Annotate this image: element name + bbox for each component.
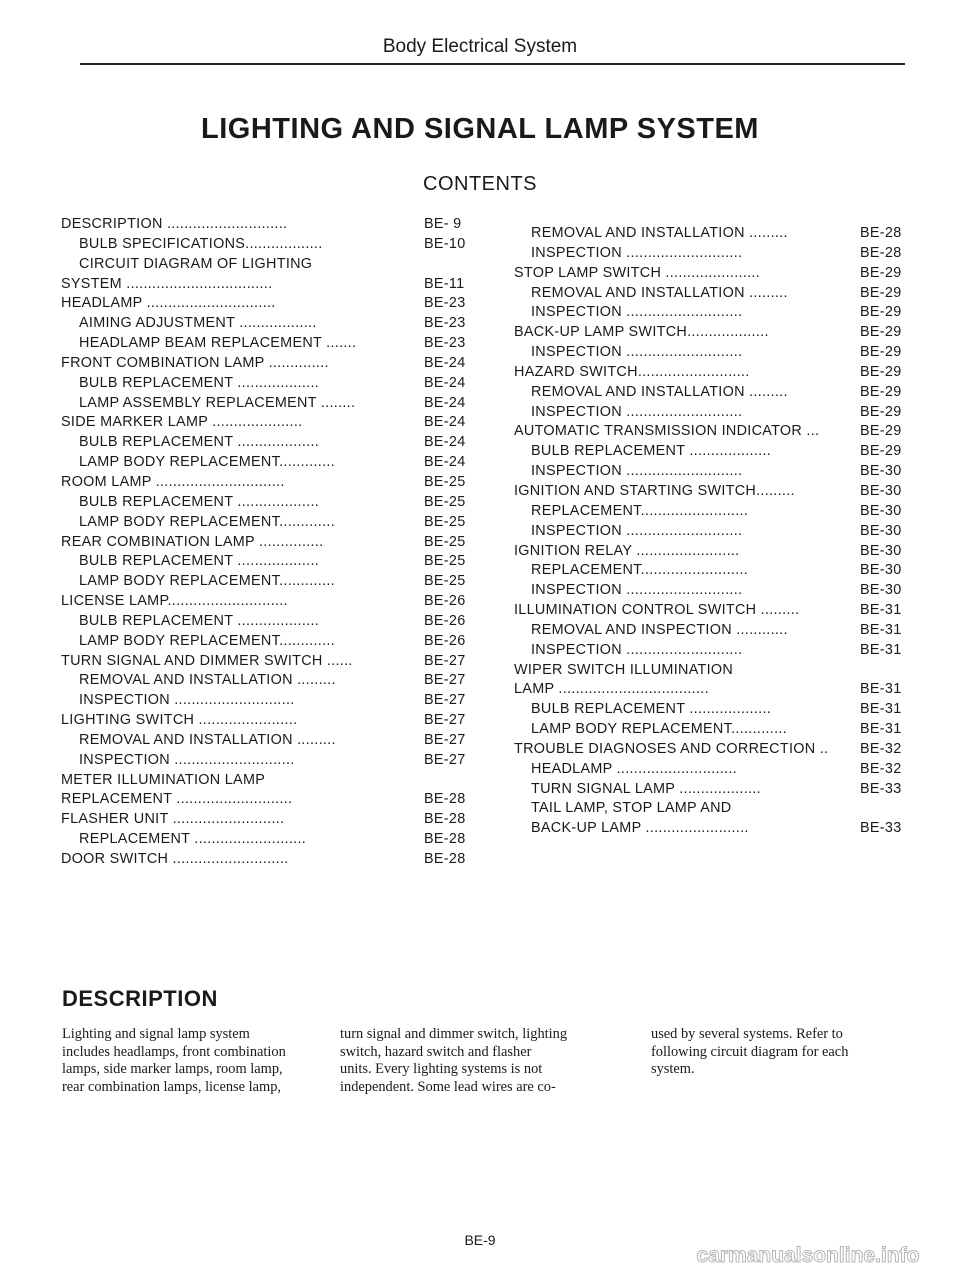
toc-entry [0, 343, 960, 363]
toc-entry-page: BE-30 [860, 482, 902, 499]
toc-entry-label: FRONT COMBINATION LAMP .............. [61, 354, 329, 371]
toc-entry-page: BE-24 [424, 374, 466, 391]
toc-entry-page: BE-29 [860, 423, 902, 440]
toc-entry-label: LAMP BODY REPLACEMENT............. [79, 513, 335, 530]
toc-entry-page: BE-29 [860, 403, 902, 420]
toc-entry-label: SIDE MARKER LAMP ..................... [61, 414, 303, 431]
toc-entry-page: BE-31 [860, 721, 902, 738]
toc-entry-label: TURN SIGNAL LAMP ................... [531, 780, 761, 797]
toc-entry-page: BE-27 [424, 751, 466, 768]
toc-entry-label: REAR COMBINATION LAMP ............... [61, 533, 324, 550]
toc-entry-label: INSPECTION ........................... [531, 582, 743, 599]
toc-entry-page: BE-24 [424, 454, 466, 471]
toc-entry-label: INSPECTION ........................... [531, 344, 743, 361]
toc-entry [0, 264, 960, 284]
toc-entry-label: SYSTEM .................................. [61, 275, 273, 292]
toc-entry [0, 303, 960, 323]
toc-entry-page: BE-27 [424, 692, 466, 709]
toc-entry [0, 403, 960, 423]
toc-entry-page: BE-30 [860, 463, 902, 480]
toc-entry-page: BE-28 [424, 851, 466, 867]
text-line: units. Every lighting systems is not [340, 1061, 543, 1077]
toc-entry-label: REMOVAL AND INSTALLATION ......... [79, 731, 336, 748]
toc-entry-page: BE-29 [860, 264, 902, 281]
toc-entry [0, 542, 960, 562]
toc-entry [0, 700, 960, 720]
contents-heading: CONTENTS [423, 173, 537, 195]
toc-entry-page: BE-32 [860, 760, 902, 777]
toc-entry-label: BACK-UP LAMP ........................ [531, 820, 749, 837]
toc-entry [0, 760, 960, 780]
toc-entry-label: WIPER SWITCH ILLUMINATION [514, 661, 734, 678]
text-line: switch, hazard switch and flasher [340, 1043, 532, 1060]
toc-entry-label: HEADLAMP .............................. [61, 295, 276, 312]
toc-entry-label: REMOVAL AND INSTALLATION ......... [79, 672, 336, 689]
toc-entry-page: BE-25 [424, 573, 466, 590]
toc-entry-label: DOOR SWITCH ........................... [61, 851, 289, 867]
toc-entry [0, 522, 960, 542]
toc-entry-page: BE-31 [860, 701, 902, 718]
toc-entry-page: BE-29 [860, 344, 902, 361]
toc-entry [0, 224, 960, 244]
text-line: rear combination lamps, license lamp, [62, 1078, 281, 1095]
toc-entry-page: BE-28 [424, 791, 466, 808]
toc-entry-label: HEADLAMP BEAM REPLACEMENT ....... [79, 335, 357, 352]
toc-entry [0, 363, 960, 383]
toc-entry-label: REPLACEMENT......................... [531, 562, 749, 579]
toc-entry-label: REPLACEMENT ........................... [61, 791, 293, 808]
toc-entry-page: BE-29 [860, 383, 902, 400]
toc-entry-label: LAMP BODY REPLACEMENT............. [79, 632, 335, 649]
toc-entry [0, 661, 960, 681]
toc-entry [0, 561, 960, 581]
toc-entry-label: REPLACEMENT .......................... [79, 831, 307, 848]
toc-entry-page: BE-30 [860, 562, 902, 579]
toc-entry-page: BE-28 [860, 244, 902, 261]
toc-entry-label: TURN SIGNAL AND DIMMER SWITCH ...... [61, 652, 353, 669]
toc-entry-label: CIRCUIT DIAGRAM OF LIGHTING [79, 255, 313, 272]
toc-entry-page: BE-26 [424, 593, 466, 610]
toc-entry-page: BE-11 [424, 275, 465, 292]
toc-entry-page: BE-30 [860, 502, 902, 519]
toc-entry-label: ROOM LAMP .............................. [61, 473, 285, 490]
toc-entry [0, 740, 960, 760]
page-number: BE-9 [464, 1232, 496, 1248]
page-title: LIGHTING AND SIGNAL LAMP SYSTEM [201, 113, 759, 145]
toc-entry [0, 323, 960, 343]
toc-entry [0, 244, 960, 264]
toc-entry-label: BULB SPECIFICATIONS.................. [79, 235, 323, 252]
toc-entry [0, 482, 960, 502]
toc-entry [0, 442, 960, 462]
toc-entry-label: INSPECTION ........................... [531, 463, 743, 480]
text-line: following circuit diagram for each [651, 1043, 849, 1060]
toc-entry-label: BULB REPLACEMENT ................... [79, 434, 320, 451]
toc-entry-page: BE-28 [424, 831, 466, 848]
toc-entry [0, 641, 960, 661]
toc-entry-page: BE-30 [860, 582, 902, 599]
toc-entry [0, 819, 960, 839]
toc-entry [0, 680, 960, 700]
toc-entry-page: BE-25 [424, 493, 466, 510]
toc-entry-page: BE-23 [424, 295, 466, 312]
toc-entry-page: BE-32 [860, 740, 902, 757]
toc-entry-label: BULB REPLACEMENT ................... [79, 374, 320, 391]
toc-entry [0, 422, 960, 442]
running-header: Body Electrical System [382, 36, 578, 57]
toc-entry [0, 780, 960, 800]
toc-entry-page: BE- 9 [424, 216, 462, 232]
toc-entry [0, 720, 960, 740]
toc-entry-page: BE-31 [860, 621, 902, 638]
description-column-2 [340, 1026, 620, 1096]
toc-entry-label: REPLACEMENT......................... [531, 502, 749, 519]
text-line: independent. Some lead wires are co- [340, 1078, 556, 1095]
toc-entry-label: ILLUMINATION CONTROL SWITCH ......... [514, 602, 800, 619]
toc-entry-label: METER ILLUMINATION LAMP [61, 771, 266, 788]
toc-entry-page: BE-31 [860, 602, 902, 619]
text-line: includes headlamps, front combination [62, 1043, 286, 1060]
toc-entry-page: BE-25 [424, 513, 466, 530]
toc-entry-label: BULB REPLACEMENT ................... [531, 443, 772, 460]
toc-entry-page: BE-24 [424, 354, 466, 371]
toc-entry-page: BE-28 [424, 811, 466, 828]
toc-entry-page: BE-27 [424, 652, 466, 669]
toc-entry-page: BE-26 [424, 632, 466, 649]
toc-entry [0, 502, 960, 522]
toc-entry-page: BE-26 [424, 612, 466, 629]
toc-entry-page: BE-27 [424, 712, 466, 729]
toc-entry-page: BE-28 [860, 225, 902, 241]
toc-entry-label: IGNITION AND STARTING SWITCH......... [514, 482, 795, 499]
toc-entry-page: BE-10 [424, 235, 466, 252]
toc-entry-label: REMOVAL AND INSPECTION ............ [531, 621, 788, 638]
toc-entry-page: BE-24 [424, 414, 466, 431]
text-line: lamps, side marker lamps, room lamp, [62, 1061, 283, 1077]
toc-entry-label: DESCRIPTION ............................ [61, 216, 288, 232]
toc-entry-label: INSPECTION ............................ [79, 692, 295, 709]
toc-entry-page: BE-29 [860, 443, 902, 460]
toc-right-column [0, 224, 960, 839]
watermark-text: carmanualsonline.info [696, 1244, 920, 1267]
toc-entry-label: IGNITION RELAY ........................ [514, 542, 740, 559]
toc-entry [0, 850, 480, 870]
toc-entry-page: BE-25 [424, 533, 466, 550]
toc-entry-label: LICENSE LAMP............................ [61, 593, 288, 610]
toc-entry-label: REMOVAL AND INSTALLATION ......... [531, 383, 788, 400]
toc-entry-label: BULB REPLACEMENT ................... [79, 612, 320, 629]
toc-entry-label: HEADLAMP ............................ [531, 760, 737, 777]
toc-entry-label: TROUBLE DIAGNOSES AND CORRECTION .. [514, 740, 829, 757]
toc-entry [0, 799, 960, 819]
toc-entry-label: LAMP BODY REPLACEMENT............. [79, 573, 335, 590]
toc-entry-label: LIGHTING SWITCH ....................... [61, 712, 298, 729]
toc-entry-page: BE-31 [860, 641, 902, 658]
toc-entry-page: BE-30 [860, 542, 902, 559]
toc-entry-label: INSPECTION ........................... [531, 244, 743, 261]
toc-entry-label: HAZARD SWITCH.......................... [514, 363, 750, 380]
toc-entry-label: LAMP BODY REPLACEMENT............. [79, 454, 335, 471]
text-line: Lighting and signal lamp system [62, 1026, 250, 1042]
toc-entry-label: FLASHER UNIT .......................... [61, 811, 285, 828]
toc-entry-page: BE-31 [860, 681, 902, 698]
toc-entry-page: BE-29 [860, 284, 902, 301]
toc-entry-label: INSPECTION ........................... [531, 522, 743, 539]
toc-entry-page: BE-25 [424, 473, 466, 490]
toc-entry [0, 462, 960, 482]
toc-entry-label: BULB REPLACEMENT ................... [79, 553, 320, 570]
toc-entry-page: BE-29 [860, 324, 902, 341]
toc-entry [0, 284, 960, 304]
toc-entry-page: BE-30 [860, 522, 902, 539]
toc-entry-page: BE-33 [860, 780, 902, 797]
toc-entry-label: LAMP ASSEMBLY REPLACEMENT ........ [79, 394, 356, 411]
toc-entry [0, 383, 960, 403]
toc-entry-page: BE-25 [424, 553, 466, 570]
toc-entry [0, 601, 960, 621]
description-column-1 [62, 1026, 326, 1096]
toc-entry-label: REMOVAL AND INSTALLATION ......... [531, 284, 788, 301]
toc-entry-label: BULB REPLACEMENT ................... [531, 701, 772, 718]
toc-entry-page: BE-23 [424, 335, 466, 352]
toc-entry-label: AUTOMATIC TRANSMISSION INDICATOR ... [514, 423, 820, 440]
text-line: system. [651, 1061, 695, 1077]
toc-entry-label: BACK-UP LAMP SWITCH................... [514, 324, 769, 341]
toc-entry-page: BE-27 [424, 731, 466, 748]
toc-entry-label: REMOVAL AND INSTALLATION ......... [531, 225, 788, 241]
toc-entry-page: BE-33 [860, 820, 902, 837]
text-line: used by several systems. Refer to [651, 1026, 843, 1042]
toc-entry-page: BE-23 [424, 315, 466, 332]
toc-entry-label: BULB REPLACEMENT ................... [79, 493, 320, 510]
toc-entry-page: BE-29 [860, 304, 902, 321]
toc-entry-label: INSPECTION ........................... [531, 304, 743, 321]
section-heading: DESCRIPTION [62, 986, 218, 1011]
toc-entry-page: BE-24 [424, 394, 466, 411]
toc-entry-label: LAMP BODY REPLACEMENT............. [531, 721, 787, 738]
toc-entry-label: TAIL LAMP, STOP LAMP AND [531, 800, 732, 817]
text-line: turn signal and dimmer switch, lighting [340, 1026, 568, 1042]
toc-entry [0, 581, 960, 601]
toc-entry-label: LAMP ................................... [514, 681, 709, 698]
description-column-3 [651, 1026, 903, 1079]
toc-entry-label: INSPECTION ........................... [531, 403, 743, 420]
toc-entry-label: AIMING ADJUSTMENT .................. [79, 315, 317, 332]
toc-entry [0, 621, 960, 641]
toc-entry-label: STOP LAMP SWITCH ...................... [514, 264, 760, 281]
header-rule [80, 63, 905, 65]
toc-entry-label: INSPECTION ........................... [531, 641, 743, 658]
watermark-logo [662, 1239, 954, 1269]
toc-entry-page: BE-29 [860, 363, 902, 380]
toc-entry-page: BE-24 [424, 434, 466, 451]
toc-entry-label: INSPECTION ............................ [79, 751, 295, 768]
toc-entry-page: BE-27 [424, 672, 466, 689]
